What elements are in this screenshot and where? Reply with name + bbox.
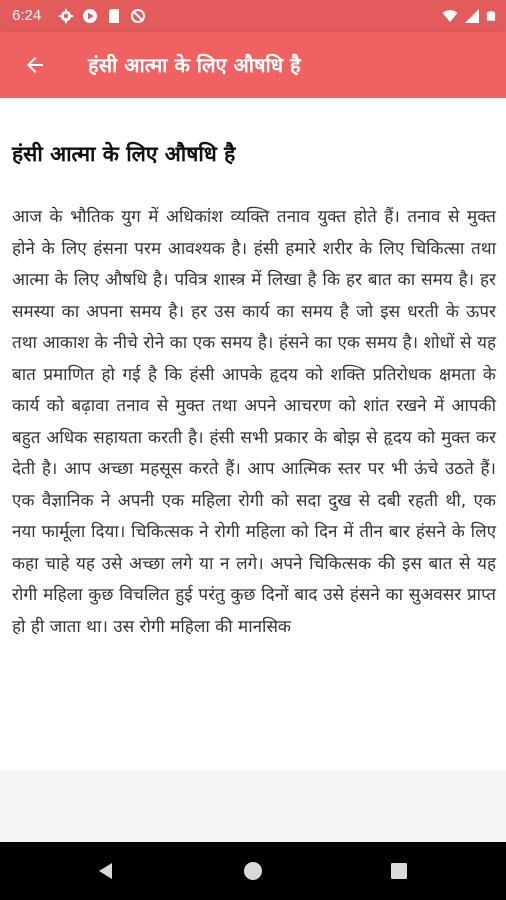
status-bar — [0, 0, 506, 32]
signal-icon — [464, 8, 480, 24]
article-title: हंसी आत्मा के लिए औषधि है — [12, 142, 236, 166]
status-right-icons — [442, 8, 496, 24]
article-content[interactable] — [0, 98, 506, 770]
battery-icon — [486, 8, 496, 24]
status-left-icons — [58, 8, 146, 24]
recents-square-icon — [389, 861, 409, 881]
no-sync-icon — [130, 8, 146, 24]
navigation-bar — [0, 842, 506, 900]
sd-card-icon — [106, 8, 122, 24]
app-bar-title: हंसी आत्मा के लिए औषधि है — [88, 53, 301, 77]
nav-back-button[interactable] — [91, 856, 121, 886]
nav-home-button[interactable] — [238, 856, 268, 886]
status-time: 6:24 — [12, 7, 42, 24]
app-bar — [0, 32, 506, 98]
home-circle-icon — [242, 860, 264, 882]
back-button[interactable] — [14, 44, 56, 86]
content-fade — [0, 748, 506, 770]
back-triangle-icon — [96, 861, 116, 881]
bottom-blank-area — [0, 770, 506, 842]
wifi-icon — [442, 8, 458, 24]
article-body: आज के भौतिक युग में अधिकांश व्यक्ति तनाव युक्त होते हैं। तनाव से मुक्त होने के लिए हंसना परम आवश्यक है। हंसी हमारे शरीर के लिए चिकित्सा तथा आत्मा के लिए औषधि है। पवित्र शास्त्र में लिखा है कि हर बात का समय है। हर समस्या का अपना समय है। हर उस कार्य का समय है जो इस धरती के ऊपर तथा आकाश के नीचे रोने का एक समय है। हंसने का एक समय है। शोधों से यह बात प्रमाणित हो गई है कि हंसी आपके हृदय को शक्ति प्रतिरोधक क्षमता के कार्य को बढ़ावा तनाव से मुक्त तथा अपने आचरण को शांत रखने में आपकी बहुत अधिक सहायता करती है। हंसी सभी प्रकार के बोझ से हृदय को मुक्त कर देती है। आप अच्छा महसूस करते हैं। आप आत्मिक स्तर पर भी ऊंचे उठते हैं। एक वैज्ञानिक ने अपनी एक महिला रोगी को सदा दुख से दबी रहती थी, एक नया फार्मूला दिया। चिकित्सक ने रोगी महिला को दिन में तीन बार हंसने के लिए कहा चाहे यह उसे अच्छा लगे या न लगे। अपने चिकित्सक की इस बात से यह रोगी महिला कुछ विचलित हुई परंतु कुछ दिनों बाद उसे हंसने का सुअवसर प्राप्त हो ही जाता था। उस रोगी महिला की मानसिक — [12, 207, 496, 637]
arrow-left-icon — [23, 53, 47, 77]
gear-icon — [58, 8, 74, 24]
nav-recents-button[interactable] — [384, 856, 414, 886]
play-protect-icon — [82, 8, 98, 24]
